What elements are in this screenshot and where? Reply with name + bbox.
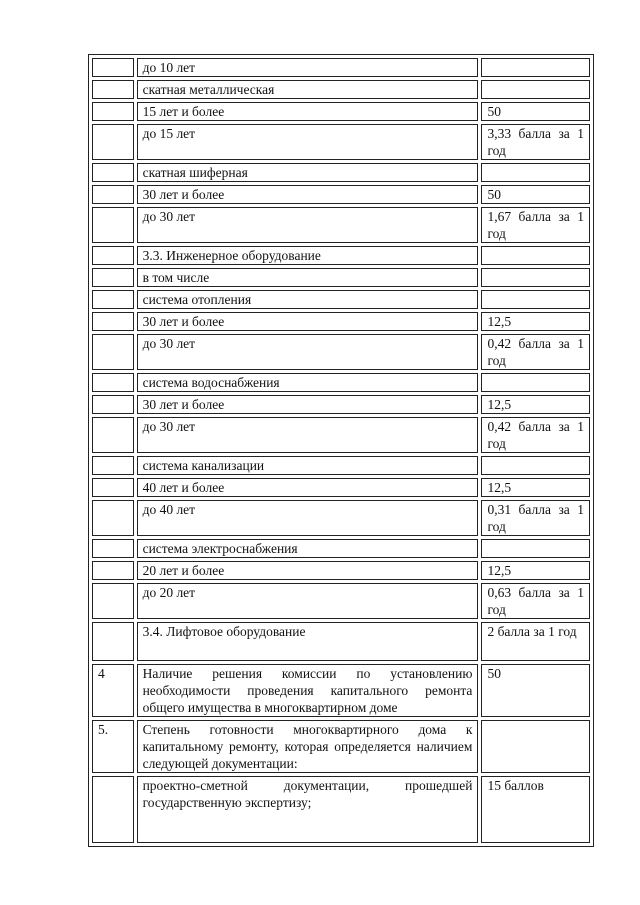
- row-number-cell: [92, 561, 134, 580]
- row-number-cell: [92, 102, 134, 121]
- row-number-cell: [92, 246, 134, 265]
- row-number-cell: 5.: [92, 720, 134, 773]
- criterion-cell: в том числе: [137, 268, 479, 287]
- criterion-cell: система канализации: [137, 456, 479, 475]
- criterion-cell: 30 лет и более: [137, 185, 479, 204]
- criterion-cell: 40 лет и более: [137, 478, 479, 497]
- score-cell: [481, 246, 590, 265]
- criterion-cell: 30 лет и более: [137, 395, 479, 414]
- table-row: [92, 312, 590, 331]
- table-row: [92, 583, 590, 619]
- table-row: [92, 163, 590, 182]
- table-row: [92, 500, 590, 536]
- criterion-cell: скатная шиферная: [137, 163, 479, 182]
- criterion-cell: Наличие решения комиссии по установлению необходимости проведения капитального ремонта общего имущества в многоквартирном доме: [137, 664, 479, 717]
- criterion-cell: система электроснабжения: [137, 539, 479, 558]
- score-cell: [481, 80, 590, 99]
- score-cell: 3,33 балла за 1 год: [481, 124, 590, 160]
- score-cell: 12,5: [481, 312, 590, 331]
- table-row: [92, 776, 590, 843]
- score-cell: [481, 290, 590, 309]
- score-cell: 1,67 балла за 1 год: [481, 207, 590, 243]
- score-cell: 0,42 балла за 1 год: [481, 334, 590, 370]
- criterion-cell: 30 лет и более: [137, 312, 479, 331]
- row-number-cell: [92, 776, 134, 843]
- row-number-cell: [92, 478, 134, 497]
- table-row: [92, 185, 590, 204]
- criterion-cell: система отопления: [137, 290, 479, 309]
- table-row: [92, 664, 590, 717]
- score-cell: 2 балла за 1 год: [481, 622, 590, 661]
- table-row: [92, 622, 590, 661]
- row-number-cell: 4: [92, 664, 134, 717]
- score-cell: 12,5: [481, 478, 590, 497]
- criterion-cell: до 20 лет: [137, 583, 479, 619]
- score-cell: 50: [481, 664, 590, 717]
- criterion-cell: система водоснабжения: [137, 373, 479, 392]
- table-row: [92, 417, 590, 453]
- row-number-cell: [92, 456, 134, 475]
- table-row: [92, 373, 590, 392]
- row-number-cell: [92, 417, 134, 453]
- row-number-cell: [92, 500, 134, 536]
- score-cell: 12,5: [481, 395, 590, 414]
- score-cell: [481, 456, 590, 475]
- score-cell: [481, 268, 590, 287]
- table-row: [92, 456, 590, 475]
- score-cell: [481, 539, 590, 558]
- row-number-cell: [92, 58, 134, 77]
- table-row: [92, 124, 590, 160]
- row-number-cell: [92, 268, 134, 287]
- row-number-cell: [92, 622, 134, 661]
- table-row: [92, 334, 590, 370]
- score-cell: 50: [481, 102, 590, 121]
- criterion-cell: 3.4. Лифтовое оборудование: [137, 622, 479, 661]
- row-number-cell: [92, 373, 134, 392]
- score-cell: [481, 720, 590, 773]
- row-number-cell: [92, 290, 134, 309]
- row-number-cell: [92, 334, 134, 370]
- table-row: [92, 539, 590, 558]
- criterion-cell: 15 лет и более: [137, 102, 479, 121]
- score-cell: 0,31 балла за 1 год: [481, 500, 590, 536]
- score-cell: 15 баллов: [481, 776, 590, 843]
- score-cell: 0,63 балла за 1 год: [481, 583, 590, 619]
- row-number-cell: [92, 312, 134, 331]
- table-row: [92, 102, 590, 121]
- row-number-cell: [92, 395, 134, 414]
- table-row: [92, 395, 590, 414]
- table-row: [92, 268, 590, 287]
- table-row: [92, 80, 590, 99]
- row-number-cell: [92, 185, 134, 204]
- criterion-cell: до 40 лет: [137, 500, 479, 536]
- criterion-cell: до 30 лет: [137, 334, 479, 370]
- score-cell: [481, 58, 590, 77]
- row-number-cell: [92, 539, 134, 558]
- score-cell: 50: [481, 185, 590, 204]
- row-number-cell: [92, 583, 134, 619]
- criterion-cell: проектно-сметной документации, прошедшей государственную экспертизу;: [137, 776, 479, 843]
- table-row: [92, 207, 590, 243]
- table-row: [92, 561, 590, 580]
- row-number-cell: [92, 124, 134, 160]
- row-number-cell: [92, 80, 134, 99]
- table-row: [92, 720, 590, 773]
- score-cell: 12,5: [481, 561, 590, 580]
- criterion-cell: до 15 лет: [137, 124, 479, 160]
- criterion-cell: 3.3. Инженерное оборудование: [137, 246, 479, 265]
- score-cell: [481, 373, 590, 392]
- row-number-cell: [92, 207, 134, 243]
- criterion-cell: до 30 лет: [137, 207, 479, 243]
- row-number-cell: [92, 163, 134, 182]
- criteria-table: [88, 54, 594, 847]
- criterion-cell: Степень готовности многоквартирного дома к капитальному ремонту, которая определяется наличием следующей документации:: [137, 720, 479, 773]
- table-row: [92, 478, 590, 497]
- criterion-cell: до 10 лет: [137, 58, 479, 77]
- table-row: [92, 58, 590, 77]
- criterion-cell: 20 лет и более: [137, 561, 479, 580]
- criterion-cell: до 30 лет: [137, 417, 479, 453]
- score-cell: 0,42 балла за 1 год: [481, 417, 590, 453]
- table-row: [92, 246, 590, 265]
- criterion-cell: скатная металлическая: [137, 80, 479, 99]
- score-cell: [481, 163, 590, 182]
- table-row: [92, 290, 590, 309]
